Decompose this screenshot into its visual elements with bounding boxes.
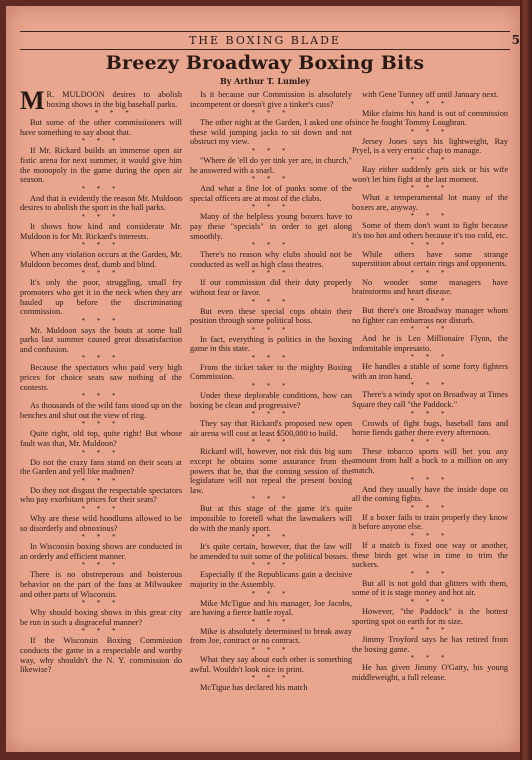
article-paragraph: When any violation occurs at the Garden, Mr. Muldoon becomes deaf, dumb and blind. — [20, 250, 182, 269]
article-paragraph: Some of them don't want to fight because it's too hot and others because it's too cold, etc. — [352, 221, 508, 240]
paragraph-separator: * * * — [410, 353, 450, 362]
paragraph-separator: * * * — [251, 353, 291, 362]
paragraph-separator: * * * — [251, 617, 291, 626]
paragraph-separator: * * * — [410, 626, 450, 635]
paragraph-separator: * * * — [81, 533, 121, 542]
article-paragraph: But all is not gold that glitters with them, some of it is stage money and hot air. — [352, 578, 508, 598]
article-paragraph: There's a windy spot on Broadway at Times Square they call "the Paddock." — [352, 390, 508, 410]
paragraph-separator: * * * — [410, 597, 450, 606]
article-paragraph: No wonder some managers have brainstorms and heart disease. — [352, 277, 508, 297]
article-paragraph: Why are these wild hoodlums allowed to be so disorderly and obnoxious? — [20, 514, 182, 533]
article-paragraph: Is it because our Commission is absolutely incompetent or doesn't give a tinker's cuss? — [190, 90, 352, 109]
article-paragraph: Especially if the Republicans gain a decisive majority in the Assembly. — [190, 570, 352, 589]
article-paragraph: The other night at the Garden, I asked one of these wild jumping jacks to sit down and not obstruct my view. — [190, 118, 352, 147]
article-paragraph: Why should boxing shows in this great city be run in such a disgraceful manner? — [20, 608, 182, 627]
paragraph-separator: * * * — [81, 241, 121, 250]
paragraph-separator: * * * — [81, 627, 121, 636]
paragraph-separator: * * * — [251, 438, 291, 447]
article-paragraph: Quite right, old top, quite right! But whose fault was that, Mr. Muldoon? — [20, 429, 182, 449]
article-paragraph — [20, 86, 182, 115]
paragraph-separator: * * * — [410, 296, 450, 305]
article-paragraph: If a boxer fails to train properly they know it before anyone else. — [352, 512, 508, 532]
paragraph-separator: * * * — [251, 325, 291, 334]
paragraph-separator: * * * — [251, 645, 291, 654]
paragraph-separator: * * * — [410, 325, 450, 334]
paragraph-separator: * * * — [81, 392, 121, 401]
article-paragraph: Do not the crazy fans stand on their seats at the Garden and yell like madmen? — [20, 457, 182, 477]
article-paragraph: But even these special cops obtain their position through some political boss. — [190, 306, 352, 326]
header-rule-top — [20, 31, 510, 32]
article-paragraph: They say that Rickard's proposed new open air arena will cost at least $500,000 to build. — [190, 419, 352, 438]
article-paragraph: It's only the poor, struggling, small fry promoters who get it in the neck when they are hauled up before the discriminating commission. — [20, 278, 182, 317]
article-paragraph: As thousands of the wild fans stood up on the benches and shut out the view of ring. — [20, 401, 182, 420]
article-paragraph: If Mr. Rickard builds an immense open air fistic arena for next summer, it would give him the monopoly in the game during the open air season. — [20, 146, 182, 185]
article-paragraph: Mr. Muldoon says the bouts at some ball parks last summer caused great dissatisfaction and confusion. — [20, 325, 182, 354]
paragraph-separator: * * * — [410, 409, 450, 418]
header-rule-bottom — [20, 49, 510, 50]
article-byline: By Arthur T. Lumley — [219, 76, 311, 86]
paragraph-separator: * * * — [410, 569, 450, 578]
article-paragraph: What they say about each other is something awful. Wouldn't look nice in print. — [190, 654, 352, 674]
paragraph-separator: * * * — [410, 212, 450, 221]
paragraph-separator: * * * — [410, 503, 450, 512]
paragraph-separator: * * * — [251, 269, 291, 278]
paragraph-separator: * * * — [251, 533, 291, 542]
article-paragraph: If a match is fixed one way or another, these birds get wise in time to trim the suckers. — [352, 541, 508, 570]
article-paragraph: Because the spectators who paid very high prices for choice seats saw nothing of the contests. — [20, 363, 182, 392]
paragraph-separator: * * * — [251, 175, 291, 184]
article-paragraph: And he is Leo Millionaire Flynn, the indomitable impresario. — [352, 334, 508, 353]
paragraph-separator: * * * — [251, 146, 291, 155]
paragraph-separator: * * * — [81, 184, 121, 193]
article-column-1 — [20, 86, 182, 675]
paragraph-separator: * * * — [81, 448, 121, 457]
paragraph-separator: * * * — [81, 505, 121, 513]
article-paragraph: And what a fine lot of punks some of the special officers are at most of the clubs. — [190, 184, 352, 203]
article-paragraph: He handles a stable of some forty fighters with an iron hand. — [352, 362, 508, 381]
paragraph-separator: * * * — [251, 674, 291, 683]
paragraph-separator: * * * — [410, 155, 450, 164]
paragraph-separator: * * * — [410, 268, 450, 277]
article-paragraph: In fact, everything is politics in the boxing game in this state. — [190, 334, 352, 354]
paragraph-separator: * * * — [410, 184, 450, 193]
paragraph-separator: * * * — [81, 354, 121, 363]
article-paragraph: It shows how kind and considerate Mr. Muldoon is for Mr. Rickard's interests. — [20, 221, 182, 241]
article-paragraph: But at this stage of the game it's quite impossible to foretell what the lawmakers will do with the manly sport. — [190, 504, 352, 533]
article-paragraph: McTigue has declared his match — [200, 683, 308, 693]
page-number: 5 — [511, 33, 520, 47]
article-column-3 — [352, 90, 508, 683]
paragraph-separator: * * * — [251, 382, 291, 391]
paragraph-separator: * * * — [81, 476, 121, 485]
article-paragraph: "Where de 'ell do yer tink yer are, in church," he answered with a snarl. — [190, 155, 352, 175]
article-paragraph: It's quite certain, however, that the law will be amended to suit some of the political bosses. — [190, 542, 352, 561]
paragraph-separator: * * * — [410, 127, 450, 136]
paragraph-separator: * * * — [251, 589, 291, 598]
paragraph-separator: * * * — [251, 203, 291, 212]
article-paragraph: In Wisconsin boxing shows are conducted in an orderly and efficient manner. — [20, 542, 182, 561]
article-paragraph: He has given Jimmy O'Gatty, his young middleweight, a full release. — [352, 663, 508, 682]
paragraph-separator: * * * — [81, 420, 121, 429]
paragraph-separator: * * * — [410, 381, 450, 390]
article-paragraph: From the ticket taker to the mighty Boxing Commission. — [190, 362, 352, 382]
running-head: THE BOXING BLADE — [189, 34, 341, 47]
paragraph-separator: * * * — [81, 137, 121, 146]
article-paragraph: Rickard will, however, not risk this big sum except he obtains some assurance from the powers that be, that the coming session of the legislature will not repeal the present boxing law. — [190, 447, 352, 495]
article-paragraph: If the Wisconsin Boxing Commission conducts the game in a respectable and worthy way, why shouldn't the N. Y. commission do likewise? — [20, 636, 182, 675]
article-column-2 — [190, 90, 352, 693]
article-paragraph: But some of the other commissioners will have something to say about that. — [20, 118, 182, 137]
article-paragraph: If our commission did their duty properly without fear or favor. — [190, 278, 352, 297]
article-paragraph: Under these deplorable conditions, how can boxing be clean and progressive? — [190, 391, 352, 410]
article-paragraph: But there's one Broadway manager whom no fighter can embarrass nor disturb. — [352, 305, 508, 325]
article-paragraph: These tobacco sports will bet you any amount from half a buck to a million on any match. — [352, 446, 508, 476]
book-spine — [520, 0, 532, 760]
paragraph-separator: * * * — [81, 212, 121, 221]
lead-paragraph-text: R. MULDOON desires to abolish boxing shows in the big baseball parks. — [46, 90, 182, 109]
paragraph-separator: * * * — [251, 109, 291, 118]
paragraph-separator: * * * — [410, 532, 450, 540]
drop-cap: M — [20, 86, 45, 115]
article-paragraph: Jimmy Troyford says he has retired from the boxing game. — [352, 635, 508, 654]
paragraph-separator: * * * — [410, 475, 450, 484]
article-paragraph: Do they not disgust the respectable spectators who pay exorbitant prices for their seats? — [20, 485, 182, 505]
article-paragraph: Jersey Jones says his lightweight, Ray Pryel, is a very erratic chap to manage. — [352, 136, 508, 156]
paragraph-separator: * * * — [94, 109, 134, 118]
article-paragraph: Many of the helpless young boxers have to pay these "specials" in order to get along smoothly. — [190, 212, 352, 241]
paragraph-separator: * * * — [410, 99, 450, 108]
paragraph-separator: * * * — [81, 599, 121, 608]
article-paragraph: There is no obstreperous and boisterous behavior on the part of the fans at Milwaukee and other parts of Wisconsin. — [20, 570, 182, 599]
article-paragraph: However, "the Paddock" is the hottest sporting spot on earth for its size. — [352, 606, 508, 626]
paragraph-separator: * * * — [251, 241, 291, 250]
article-paragraph: And they usually have the inside dope on all the coming fights. — [352, 484, 508, 504]
paragraph-separator: * * * — [81, 561, 121, 570]
paragraph-separator: * * * — [410, 654, 450, 663]
paragraph-separator: * * * — [410, 437, 450, 446]
article-paragraph: There's no reason why clubs should not be conducted as well as high class theatres. — [190, 250, 352, 269]
article-paragraph: Mike is absolutely determined to break away from Joe, contract or no contract. — [190, 626, 352, 646]
paragraph-separator: * * * — [251, 297, 291, 306]
article-paragraph: While others have some strange superstition about certain rings and opponents. — [352, 249, 508, 269]
article-title: Breezy Broadway Boxing Bits — [105, 52, 425, 74]
paragraph-separator: * * * — [251, 495, 291, 504]
article-paragraph: Mike claims his hand is out of commission since he fought Tommy Loughran. — [352, 108, 508, 128]
paragraph-separator: * * * — [251, 410, 291, 419]
article-paragraph: Crowds of fight bugs, baseball fans and horse fiends gather there every afternoon. — [352, 418, 508, 438]
paragraph-separator: * * * — [410, 240, 450, 249]
article-paragraph: with Gene Tunney off until January next. — [362, 90, 499, 99]
article-paragraph: What a temperamental lot many of the boxers are, anyway. — [352, 193, 508, 212]
article-paragraph: Ray either suddenly gets sick or his wife won't let him fight at the last moment. — [352, 164, 508, 184]
article-paragraph: Mike McTigue and his manager, Joe Jacobs, are having a fierce battle royal. — [190, 598, 352, 618]
article-paragraph: And that is evidently the reason Mr. Muldoon desires to abolish the sport in the ball parks. — [20, 193, 182, 213]
paragraph-separator: * * * — [251, 561, 291, 570]
paragraph-separator: * * * — [81, 316, 121, 325]
paragraph-separator: * * * — [81, 269, 121, 278]
